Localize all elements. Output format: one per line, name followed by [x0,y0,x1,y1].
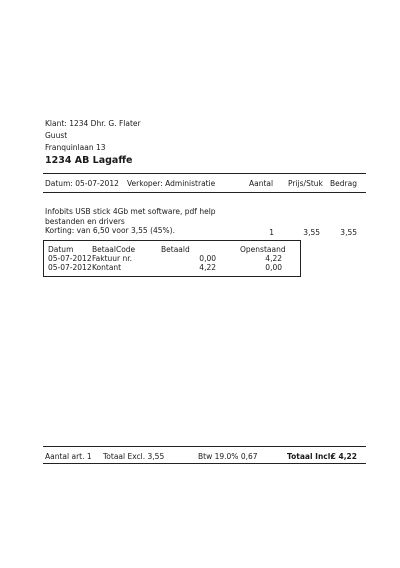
item-discount: Korting: van 6,50 voor 3,55 (45%). [45,226,175,235]
item-description-line2: bestanden en drivers [45,217,125,226]
col-amount-header: Bedrag [330,179,357,188]
footer-bottom-rule [43,463,366,464]
payment-row-paid: 0,00 [199,254,216,263]
customer-name: Guust [45,131,68,140]
header-top-rule [43,173,366,174]
col-qty-header: Aantal [249,179,274,188]
payment-row-open: 4,22 [265,254,282,263]
payment-row-code: Faktuur nr. [92,254,133,263]
payment-row-open: 0,00 [265,263,282,272]
col-price-header: Prijs/Stuk [288,179,323,188]
seller: Verkoper: Administratie [127,179,216,188]
invoice-date: Datum: 05-07-2012 [45,179,119,188]
footer-top-rule [43,446,366,447]
customer-city: 1234 AB Lagaffe [45,155,133,166]
customer-line: Klant: 1234 Dhr. G. Flater [45,119,141,128]
item-qty: 1 [269,228,274,237]
footer-total-excl: Totaal Excl. 3,55 [103,452,165,461]
item-price: 3,55 [303,228,320,237]
item-amount: 3,55 [340,228,357,237]
footer-total-incl-label: Totaal Incl. [287,452,334,461]
footer-total-incl-amount: € 4,22 [330,452,357,461]
item-description-line1: Infobits USB stick 4Gb met software, pdf help [45,207,216,216]
payment-row-paid: 4,22 [199,263,216,272]
header-bottom-rule [43,192,366,193]
payments-col-paid: Betaald [161,245,190,254]
payment-row-code: Kontant [92,263,122,272]
payment-row-date: 05-07-2012 [48,254,92,263]
payments-col-open: Openstaand [240,245,286,254]
payments-col-code: BetaalCode [92,245,136,254]
payments-col-date: Datum [48,245,74,254]
footer-article-count: Aantal art. 1 [45,452,92,461]
payments-table [43,240,301,277]
payment-row-date: 05-07-2012 [48,263,92,272]
customer-street: Franquinlaan 13 [45,143,106,152]
footer-vat: Btw 19.0% 0,67 [198,452,258,461]
